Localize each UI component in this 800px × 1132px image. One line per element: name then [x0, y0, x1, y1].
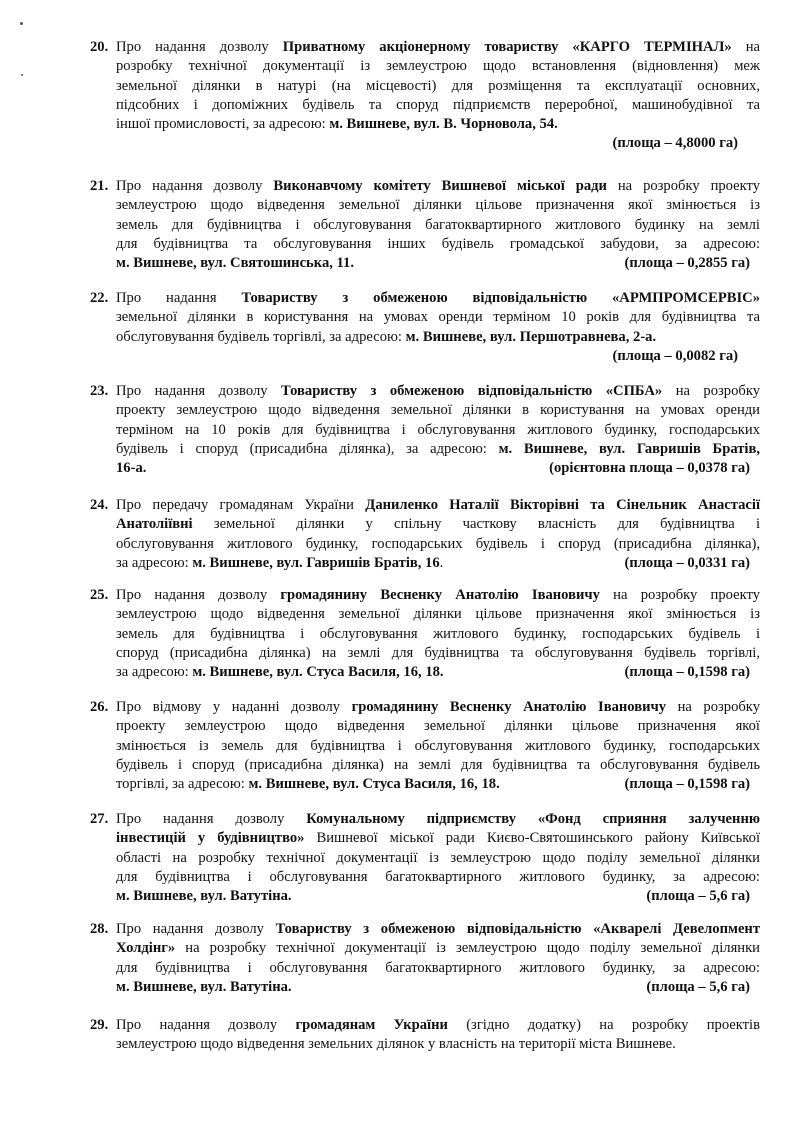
text-run: на розробку проекту — [599, 587, 760, 603]
text-run: Про надання дозволу — [116, 811, 307, 827]
text-run: на розробку технічної документації із землеустрою щодо поділу земельної ділянки — [175, 940, 760, 957]
text-line — [116, 605, 760, 624]
text-run: на розробку — [666, 699, 760, 715]
bold-text-run: м. Вишневе, вул. Першотравнева, 2-а. — [405, 328, 657, 345]
text-line — [116, 515, 760, 534]
bold-text-run: Товариству з обмеженою відповідальністю «АРМПРОМСЕРВІС» — [241, 290, 760, 306]
agenda-item — [92, 586, 760, 682]
text-run: землеустрою щодо відведення земельних ділянок у власність на території міста Вишневе. — [116, 1036, 676, 1053]
text-run: земельної ділянки в натурі (на місцевості) для розміщення та експлуатації основних, — [116, 77, 760, 94]
text-line — [116, 289, 760, 308]
text-run: області на розробку технічної документації із землеустрою щодо поділу земельної ділянки — [116, 849, 760, 866]
address-area-row — [116, 775, 760, 794]
text-line — [116, 625, 760, 644]
address-area-row — [116, 254, 760, 273]
address-area-row — [116, 663, 760, 682]
text-run: Про надання — [116, 290, 242, 306]
text-run: Про надання дозволу — [116, 39, 283, 55]
text-line — [116, 868, 760, 887]
text-run: для будівництва і обслуговування багатоквартирного житлового будинку, за адресою: — [116, 868, 760, 885]
text-line — [116, 382, 760, 401]
item-number: 29. — [90, 1017, 109, 1033]
bold-text-run: Даниленко Наталії Вікторівні та Сінельник Анастасії — [365, 497, 760, 513]
text-line — [116, 177, 760, 196]
text-line — [116, 77, 760, 96]
bold-text-run: Холдінг» — [116, 940, 176, 957]
text-run: Вишневої міської ради Києво-Святошинського району Київської — [304, 830, 760, 847]
item-text — [116, 920, 760, 997]
bold-text-run: Товариству з обмеженою відповідальністю «СПБА» — [281, 383, 663, 399]
text-run: Про надання дозволу — [116, 383, 281, 399]
scan-mark — [20, 22, 23, 25]
address-text — [116, 663, 444, 682]
item-text — [116, 586, 760, 682]
text-line — [116, 756, 760, 775]
text-run: будівель і споруд (присадибна ділянка) на землі для будівництва та обслуговування будівель — [116, 756, 760, 773]
item-number: 21. — [90, 178, 109, 194]
text-line — [116, 535, 760, 554]
text-run: проекту землеустрою щодо відведення земельної ділянки цільове призначення якої — [116, 718, 760, 735]
item-number: 27. — [90, 811, 109, 827]
address-text — [116, 254, 354, 273]
bold-text-run: Анатоліївні — [116, 516, 193, 533]
item-number: 20. — [90, 39, 109, 55]
agenda-item — [92, 496, 760, 573]
text-run: споруд (присадибна ділянка) на землі для будівництва та обслуговування будівель торгівлі, — [116, 644, 760, 661]
bold-text-run: м. Вишневе, вул. Святошинська, 11. — [116, 255, 354, 272]
item-text — [116, 698, 760, 794]
bold-text-run: громадянину Весненку Анатолію Івановичу — [280, 587, 600, 603]
text-run: за адресою: — [116, 664, 193, 681]
text-line — [116, 96, 760, 115]
text-line — [116, 1016, 760, 1035]
bold-text-run: Товариству з обмеженою відповідальністю «Акварелі Девелопмент — [275, 921, 760, 937]
bold-text-run: 16-а. — [116, 460, 147, 477]
agenda-item — [92, 289, 760, 366]
item-number: 28. — [90, 921, 109, 937]
bold-text-run: м. Вишневе, вул. Гавришів Братів, — [498, 440, 760, 457]
area-value: (площа – 0,1598 га) — [624, 776, 750, 793]
address-area-row — [116, 887, 760, 906]
text-line — [116, 440, 760, 459]
text-run: іншої промисловості, за адресою: — [116, 116, 330, 133]
text-run: Про надання дозволу — [116, 1017, 296, 1033]
area-value: (площа – 0,1598 га) — [624, 664, 750, 681]
item-number: 24. — [90, 497, 109, 513]
area-value: (площа – 5,6 га) — [646, 978, 750, 995]
agenda-item — [92, 810, 760, 906]
item-text — [116, 1016, 760, 1055]
bold-text-run: м. Вишневе, вул. Ватутіна. — [116, 978, 292, 995]
address-text — [116, 775, 500, 794]
text-line — [116, 829, 760, 848]
agenda-item — [92, 920, 760, 997]
text-run: Про передачу громадянам України — [116, 497, 366, 513]
area-value: (площа – 0,2855 га) — [624, 255, 750, 272]
item-number: 23. — [90, 383, 109, 399]
text-run: Про надання дозволу — [116, 587, 281, 603]
text-line — [116, 57, 760, 76]
text-line — [116, 717, 760, 736]
text-run: для будівництва і обслуговування багатоквартирного житлового будинку, за адресою: — [116, 959, 760, 976]
text-run: . — [439, 554, 444, 571]
text-line — [116, 737, 760, 756]
agenda-item — [92, 1016, 760, 1055]
bold-text-run: громадянину Весненку Анатолію Івановичу — [351, 699, 667, 715]
text-line — [116, 698, 760, 717]
item-number: 26. — [90, 699, 109, 715]
text-run: (згідно додатку) на розробку проектів — [447, 1017, 760, 1033]
text-run: земельної ділянки в користування на умовах оренди терміном 10 років для будівництва та — [116, 309, 760, 326]
text-run: торгівлі, за адресою: — [116, 776, 249, 793]
text-line — [116, 115, 760, 134]
address-area-row — [116, 459, 760, 478]
item-text — [116, 177, 760, 273]
text-run: розробку технічної документації із землеустрою щодо встановлення (відновлення) меж — [116, 58, 760, 75]
item-text — [116, 382, 760, 478]
text-run: обслуговування будівель торгівлі, за адресою: — [116, 328, 406, 345]
text-run: обслуговування житлового будинку, господарських будівель і споруд (присадибна ділянка), — [116, 535, 760, 552]
area-value: (орієнтовна площа – 0,0378 га) — [549, 460, 750, 477]
text-line — [116, 401, 760, 420]
text-run: земель для будівництва і обслуговування багатоквартирного житлового будинку на землі — [116, 216, 760, 233]
area-value: (площа – 0,0082 га) — [612, 347, 738, 364]
text-line — [116, 196, 760, 215]
text-line — [116, 1035, 760, 1054]
bold-text-run: інвестицій у будівництво» — [116, 830, 305, 847]
agenda-item — [92, 382, 760, 478]
text-run: змінюється із земель для будівництва і обслуговування житлового будинку, господарських — [116, 737, 760, 754]
text-line — [116, 496, 760, 515]
text-run: Про відмову у наданні дозволу — [116, 699, 352, 715]
bold-text-run: м. Вишневе, вул. Гавришів Братів, 16 — [192, 554, 440, 571]
bold-text-run: Приватному акціонерному товариству «КАРГО ТЕРМІНАЛ» — [282, 39, 732, 55]
text-run: землеустрою щодо відведення земельної ділянки цільове призначення якої змінюється із — [116, 197, 760, 214]
text-line — [116, 920, 760, 939]
item-text — [116, 810, 760, 906]
area-value: (площа – 4,8000 га) — [612, 135, 738, 152]
text-line — [116, 959, 760, 978]
text-run: Про надання дозволу — [116, 178, 274, 194]
address-text — [116, 459, 146, 478]
agenda-item — [92, 177, 760, 273]
item-number: 22. — [90, 290, 109, 306]
item-text — [116, 496, 760, 573]
text-run: проекту землеустрою щодо відведення земельної ділянки в користування на умовах оренди — [116, 402, 760, 419]
bold-text-run: Комунальному підприємству «Фонд сприяння залученню — [306, 811, 760, 827]
text-run: земель для будівництва і обслуговування житлового будинку, господарських будівель і — [116, 625, 760, 642]
address-area-row — [116, 554, 760, 573]
text-run: землеустрою щодо відведення земельної ділянки цільове призначення якої змінюється із — [116, 606, 760, 623]
text-line — [116, 38, 760, 57]
text-run: підсобних і допоміжних будівель та споруд підприємств переробної, машинобудівної та — [116, 96, 760, 113]
text-line — [116, 849, 760, 868]
area-value: (площа – 5,6 га) — [646, 888, 750, 905]
text-run: терміном на 10 років для будівництва і обслуговування житлового будинку, господарських — [116, 421, 760, 438]
text-run: для будівництва та обслуговування інших будівель громадської забудови, за адресою: — [116, 235, 760, 252]
text-run: Про надання дозволу — [116, 921, 276, 937]
bold-text-run: м. Вишневе, вул. Стуса Василя, 16, 18. — [192, 664, 444, 681]
item-number: 25. — [90, 587, 109, 603]
scan-mark — [21, 74, 23, 76]
address-text — [116, 887, 292, 906]
text-line — [116, 421, 760, 440]
text-run: на розробку проекту — [606, 178, 761, 194]
address-text — [116, 554, 443, 573]
text-run: на розробку — [662, 383, 760, 399]
bold-text-run: громадянам України — [295, 1017, 448, 1033]
item-text — [116, 289, 760, 366]
text-line — [116, 644, 760, 663]
text-run: за адресою: — [116, 554, 193, 571]
item-text — [116, 38, 760, 154]
agenda-item — [92, 698, 760, 794]
address-text — [116, 978, 292, 997]
bold-text-run: Виконавчому комітету Вишневої міської ради — [273, 178, 607, 194]
text-line — [116, 939, 760, 958]
text-line — [116, 586, 760, 605]
address-area-row — [116, 978, 760, 997]
bold-text-run: м. Вишневе, вул. В. Чорновола, 54. — [329, 116, 558, 133]
text-line — [116, 810, 760, 829]
text-run: земельної ділянки у спільну часткову власність для будівництва і — [192, 516, 760, 533]
bold-text-run: м. Вишневе, вул. Стуса Василя, 16, 18. — [248, 776, 500, 793]
agenda-item — [92, 38, 760, 154]
text-line — [116, 308, 760, 327]
text-run: будівель і споруд (присадибна ділянка), за адресою: — [116, 440, 499, 457]
text-line — [116, 216, 760, 235]
area-value: (площа – 0,0331 га) — [624, 554, 750, 571]
text-run: на — [731, 39, 761, 55]
text-line — [116, 328, 760, 347]
bold-text-run: м. Вишневе, вул. Ватутіна. — [116, 888, 292, 905]
text-line — [116, 235, 760, 254]
